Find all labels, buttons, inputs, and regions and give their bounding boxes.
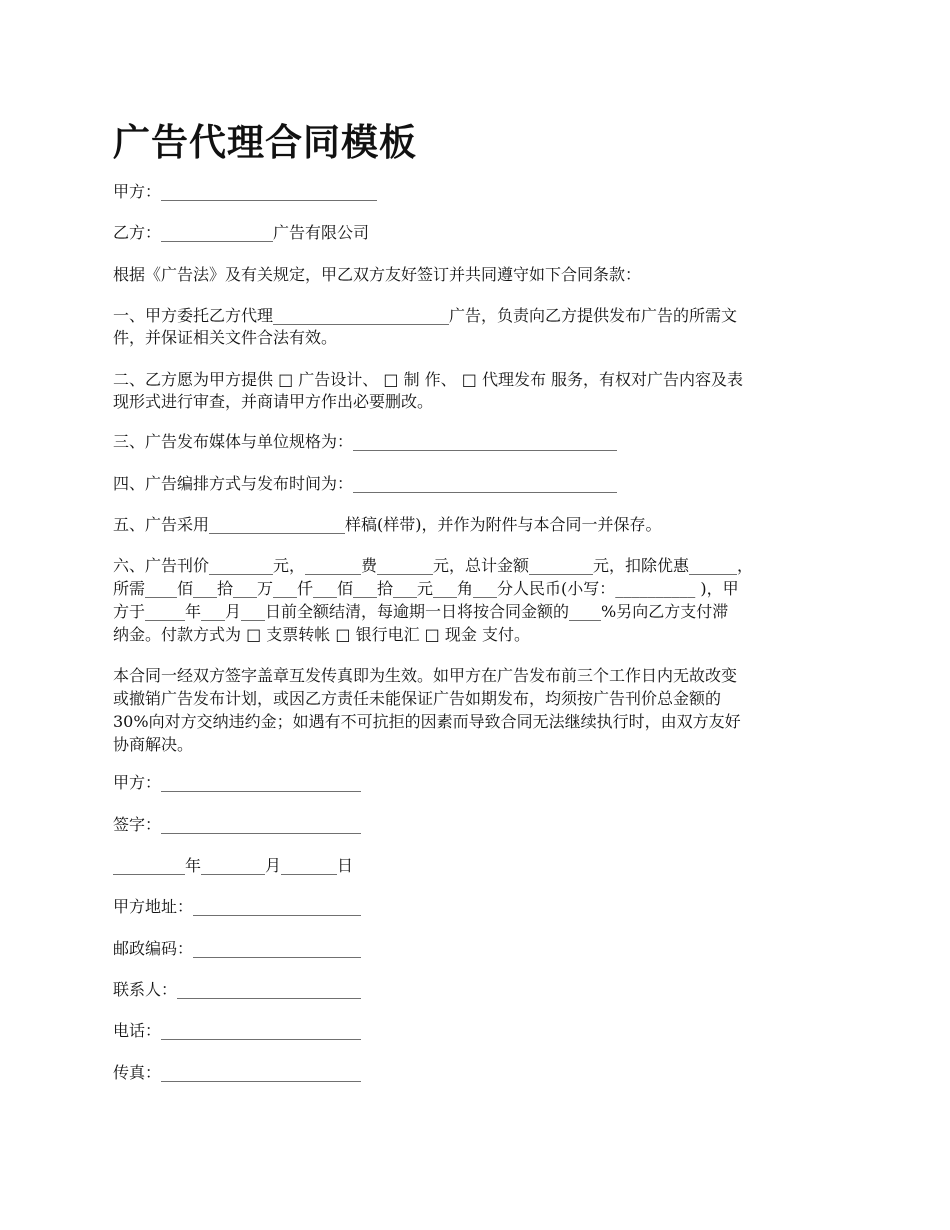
clause-3-line: 三、广告发布媒体与单位规格为：_________________________________ — [113, 432, 618, 451]
effect-line-1: 本合同一经双方签字盖章互发传真即为生效。如甲方在广告发布前三个工作日内无故改变 — [113, 666, 738, 685]
clause-1-line-1: 一、甲方委托乙方代理______________________广告，负责向乙方提供发布广告的所需文 — [113, 306, 738, 325]
clause-2-line-1: 二、乙方愿为甲方提供 □ 广告设计、 □ 制 作、 □ 代理发布 服务，有权对广告内容及表 — [113, 370, 744, 389]
sign-fax-line: 传真：_________________________ — [113, 1063, 362, 1082]
party-a-line: 甲方：___________________________ — [113, 182, 378, 201]
effect-line-3: 30%向对方交纳违约金；如遇有不可抗拒的因素而导致合同无法继续执行时，由双方友好 — [113, 712, 741, 731]
clause-2-line-2: 现形式进行审查，并商请甲方作出必要删改。 — [113, 392, 434, 411]
clause-6-line-1: 六、广告刊价________元，_______费_______元，总计金额________元，扣除优惠______， — [113, 556, 754, 575]
sign-contact-line: 联系人：_______________________ — [113, 980, 362, 999]
clause-1-line-2: 件，并保证相关文件合法有效。 — [113, 328, 338, 347]
sign-signature-line: 签字：_________________________ — [113, 815, 362, 834]
intro-line: 根据《广告法》及有关规定，甲乙双方友好签订并共同遵守如下合同条款： — [113, 265, 642, 284]
party-b-line: 乙方：______________广告有限公司 — [113, 223, 370, 242]
effect-line-2: 或撤销广告发布计划，或因乙方责任未能保证广告如期发布，均须按广告刊价总金额的 — [113, 689, 722, 708]
sign-date-line: _________年________月_______日 — [113, 856, 354, 875]
clause-6-line-4: 纳金。付款方式为 □ 支票转帐 □ 银行电汇 □ 现金 支付。 — [113, 625, 530, 644]
clause-6-line-2: 所需____佰___拾___万___仟___佰___拾___元___角___分人民币(小写：__________ )，甲 — [113, 579, 739, 598]
sign-postcode-line: 邮政编码：_____________________ — [113, 939, 362, 958]
sign-phone-line: 电话：_________________________ — [113, 1021, 362, 1040]
sign-address-line: 甲方地址：_____________________ — [113, 897, 362, 916]
clause-5-line: 五、广告采用_________________样稿(样带)，并作为附件与本合同一并保存。 — [113, 515, 662, 534]
clause-4-line: 四、广告编排方式与发布时间为：_________________________________ — [113, 474, 618, 493]
document-title: 广告代理合同模板 — [113, 120, 417, 164]
clause-6-line-3: 方于_____年___月___日前全额结清，每逾期一日将按合同金额的____%另向乙方支付滞 — [113, 602, 729, 621]
sign-party-a-line: 甲方：_________________________ — [113, 773, 362, 792]
effect-line-4: 协商解决。 — [113, 735, 194, 754]
